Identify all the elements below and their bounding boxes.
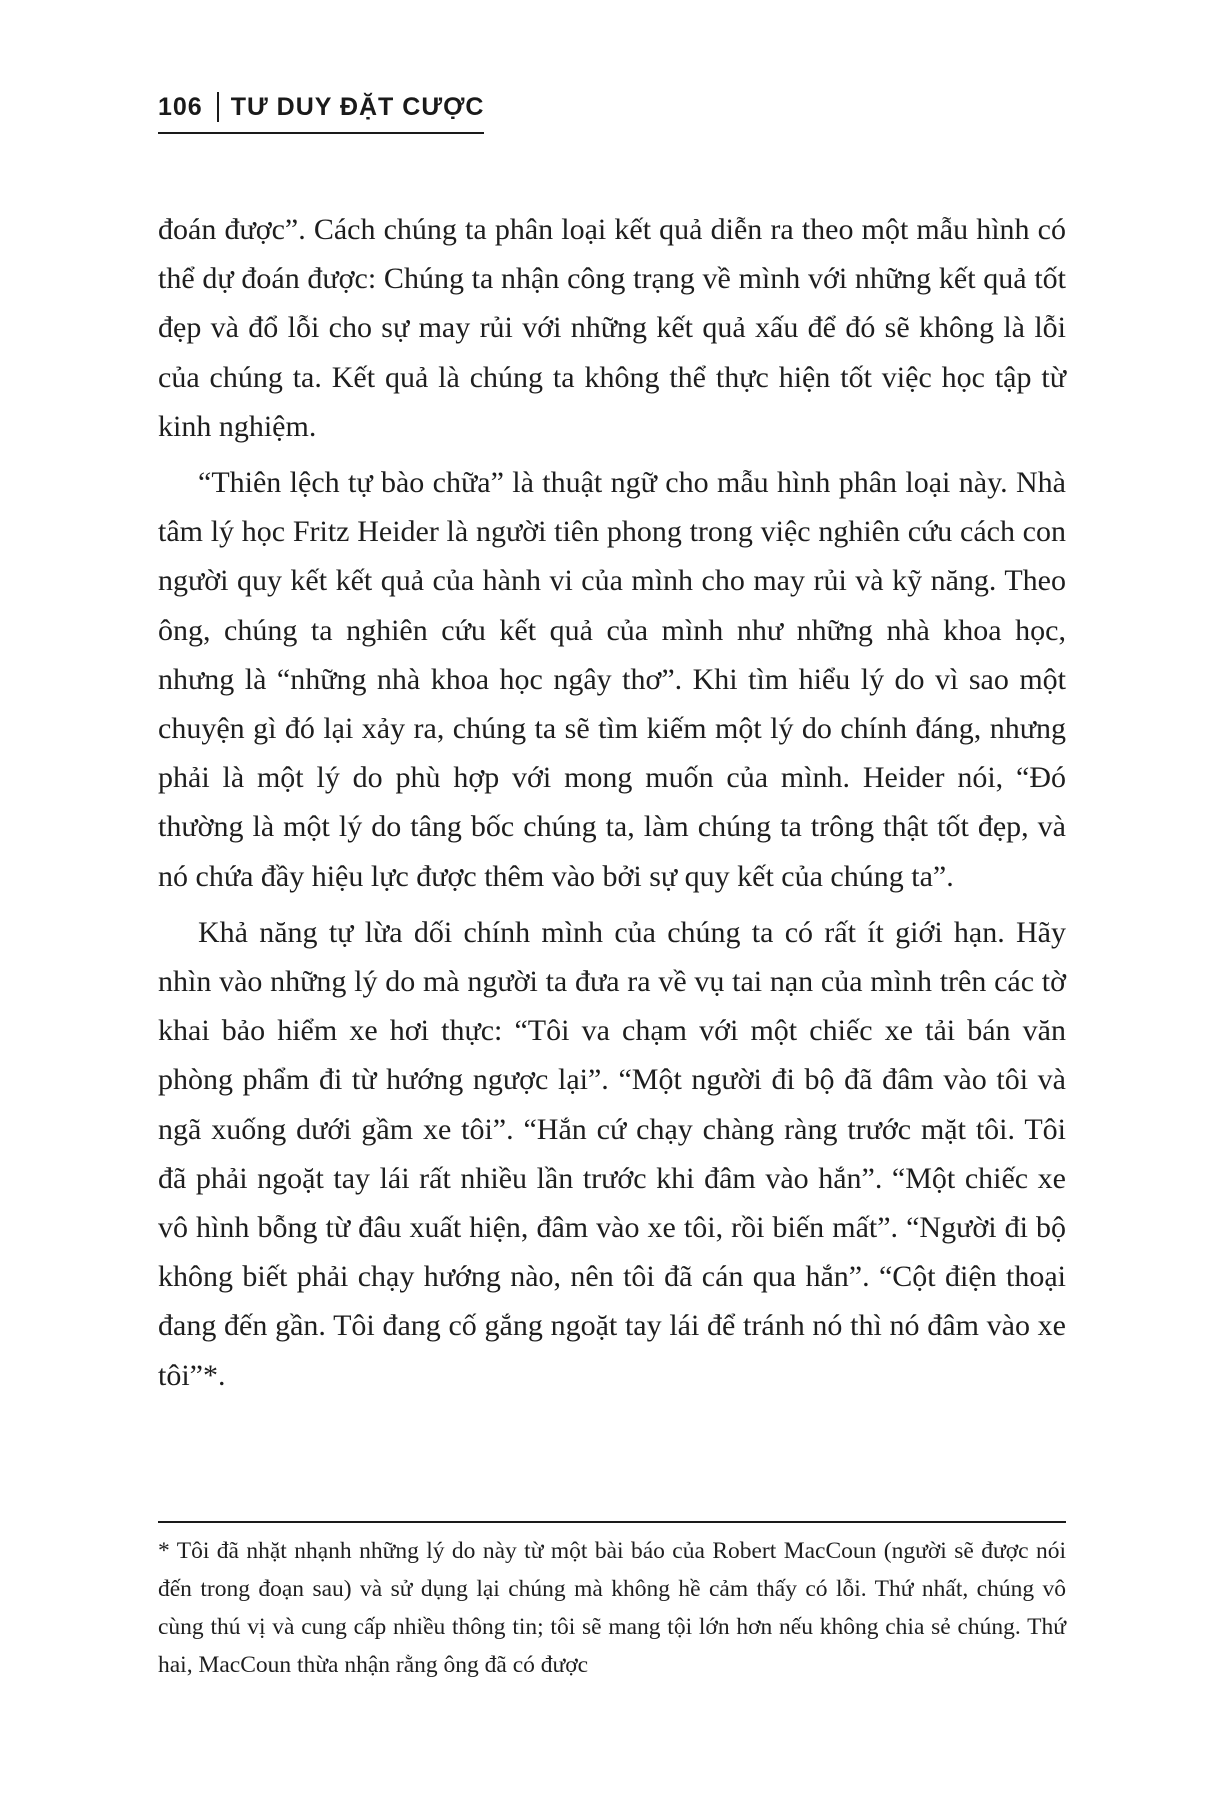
paragraph-continuation: đoán được”. Cách chúng ta phân loại kết quả diễn ra theo một mẫu hình có thể dự đoán được: Chúng ta nhận công trạng về mình với những kết quả tốt đẹp và đổ lỗi cho sự may rủi với những kết quả xấu để đó sẽ không là lỗi của chúng ta. Kết quả là chúng ta không thể thực hiện tốt việc học tập từ kinh nghiệm. (158, 213, 1066, 443)
footnote (158, 1532, 1066, 1684)
paragraph-self-serving-bias: “Thiên lệch tự bào chữa” là thuật ngữ cho mẫu hình phân loại này. Nhà tâm lý học Fritz Heider là người tiên phong trong việc nghiên cứu cách con người quy kết kết quả của hành vi của mình cho may rủi và kỹ năng. Theo ông, chúng ta nghiên cứu kết quả của mình như những nhà khoa học, nhưng là “những nhà khoa học ngây thơ”. Khi tìm hiểu lý do vì sao một chuyện gì đó lại xảy ra, chúng ta sẽ tìm kiếm một lý do chính đáng, nhưng phải là một lý do phù hợp với mong muốn của mình. Heider nói, “Đó thường là một lý do tâng bốc chúng ta, làm chúng ta trông thật tốt đẹp, và nó chứa đầy hiệu lực được thêm vào bởi sự quy kết của chúng ta”. (158, 466, 1066, 893)
page-number: 106 (158, 92, 203, 121)
footnote-text: * Tôi đã nhặt nhạnh những lý do này từ một bài báo của Robert MacCoun (người sẽ được nói đến trong đoạn sau) và sử dụng lại chúng mà không hề cảm thấy có lỗi. Thứ nhất, chúng vô cùng thú vị và cung cấp nhiều thông tin; tôi sẽ mang tội lớn hơn nếu không chia sẻ chúng. Thứ hai, MacCoun thừa nhận rằng ông đã có được (158, 1538, 1066, 1678)
footnote-divider (158, 1521, 1066, 1523)
header-separator (217, 92, 219, 122)
book-title: TƯ DUY ĐẶT CƯỢC (230, 92, 485, 121)
running-head (158, 92, 484, 134)
body-text (158, 205, 1066, 1407)
paragraph-insurance-claims: Khả năng tự lừa dối chính mình của chúng ta có rất ít giới hạn. Hãy nhìn vào những lý do mà người ta đưa ra về vụ tai nạn của mình trên các tờ khai bảo hiểm xe hơi thực: “Tôi va chạm với một chiếc xe tải bán văn phòng phẩm đi từ hướng ngược lại”. “Một người đi bộ đã đâm vào tôi và ngã xuống dưới gầm xe tôi”. “Hắn cứ chạy chàng ràng trước mặt tôi. Tôi đã phải ngoặt tay lái rất nhiều lần trước khi đâm vào hắn”. “Một chiếc xe vô hình bỗng từ đâu xuất hiện, đâm vào xe tôi, rồi biến mất”. “Người đi bộ không biết phải chạy hướng nào, nên tôi đã cán qua hắn”. “Cột điện thoại đang đến gần. Tôi đang cố gắng ngoặt tay lái để tránh nó thì nó đâm vào xe tôi”*. (158, 915, 1066, 1392)
